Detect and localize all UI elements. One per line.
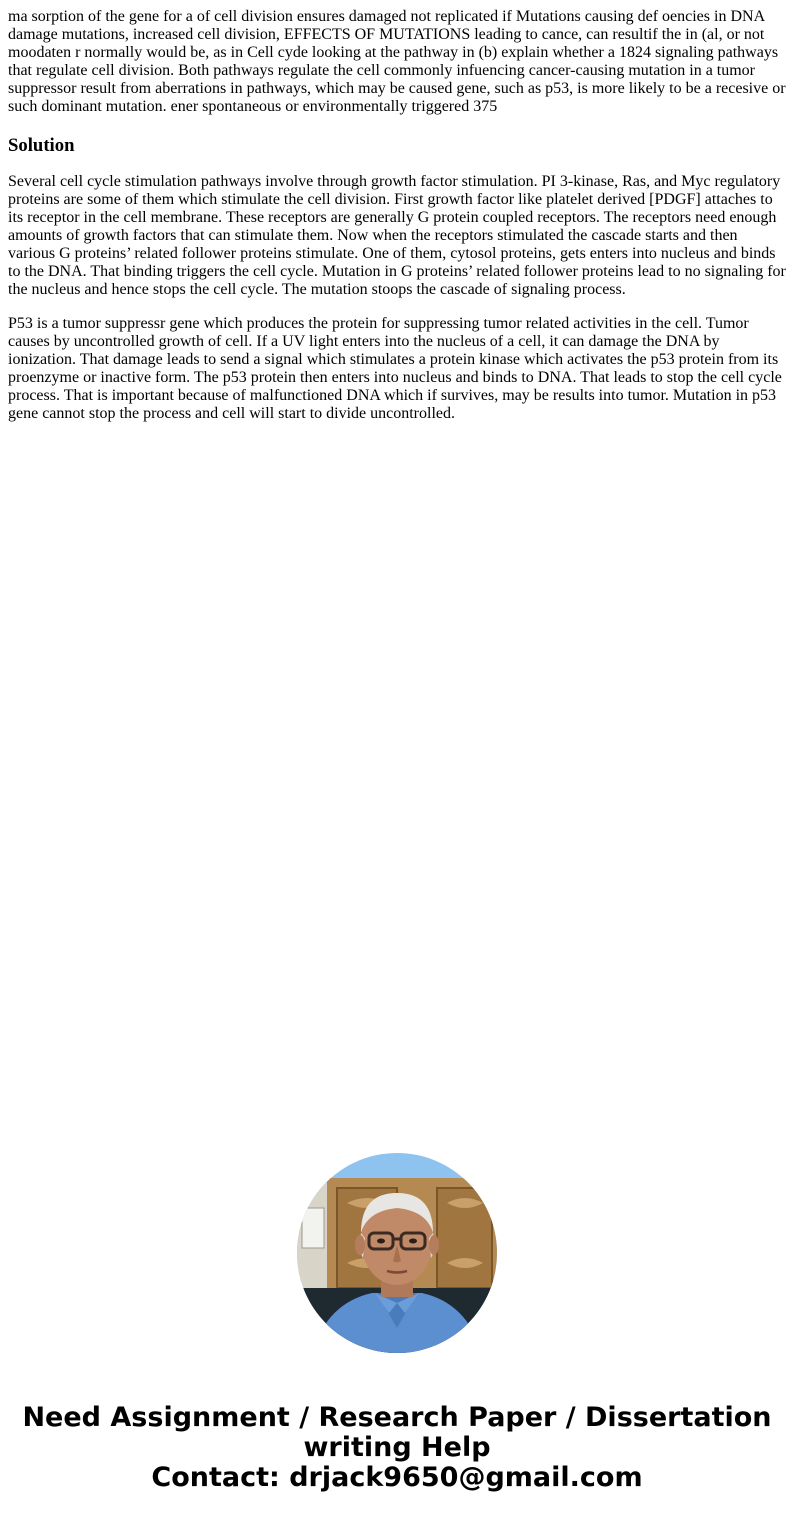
question-text: ma sorption of the gene for a of cell division ensures damaged not replicated if Mutations causing def oencies in DNA damage mutations, increased cell division, EFFECTS OF MUTATIONS leading to cance, can resultif the in (al, or not moodaten r normally would be, as in Cell cyde looking at the pathway in (b) explain whether a 1824 signaling pathways that regulate cell division. Both pathways regulate the cell commonly infuencing cancer-causing mutation in a tumor suppressor result from aberrations in pathways, which may be caused gene, such as p53, is more likely to be a recesive or such dominant mutation. ener spontaneous or environmentally triggered 375	[8, 8, 786, 115]
footer-line-2: writing Help	[303, 1432, 491, 1463]
solution-paragraph-1: Several cell cycle stimulation pathways involve through growth factor stimulation. PI 3-kinase, Ras, and Myc regulatory proteins are some of them which stimulate the cell division. First growth factor like platelet derived [PDGF] attaches to its receptor in the cell membrane. These receptors are generally G protein coupled receptors. The receptors need enough amounts of growth factors that can stimulate them. Now when the receptors stimulated the cascade starts and then various G proteins’ related follower proteins stimulate. One of them, cytosol proteins, gets enters into nucleus and binds to the DNA. That binding triggers the cell cycle. Mutation in G proteins’ related follower proteins lead to no signaling for the nucleus and hence stops the cell cycle. The mutation stoops the cascade of signaling process.	[8, 173, 786, 298]
solution-paragraph-2: P53 is a tumor suppressr gene which produces the protein for suppressing tumor related activities in the cell. Tumor causes by uncontrolled growth of cell. If a UV light enters into the nucleus of a cell, it can damage the DNA by ionization. That damage leads to send a signal which stimulates a protein kinase which activates the p53 protein from its proenzyme or inactive form. The p53 protein then enters into nucleus and binds to DNA. That leads to stop the cell cycle process. That is important because of malfunctioned DNA which if survives, may be results into tumor. Mutation in p53 gene cannot stop the process and cell will start to divide uncontrolled.	[8, 315, 782, 422]
footer-banner	[0, 1403, 794, 1493]
solution-heading: Solution	[8, 135, 75, 156]
tutor-photo	[297, 1153, 497, 1353]
avatar	[297, 1153, 497, 1353]
footer-line-1: Need Assignment / Research Paper / Dissertation	[22, 1402, 772, 1433]
footer-contact: Contact: drjack9650@gmail.com	[151, 1462, 643, 1493]
document-body	[8, 8, 788, 439]
